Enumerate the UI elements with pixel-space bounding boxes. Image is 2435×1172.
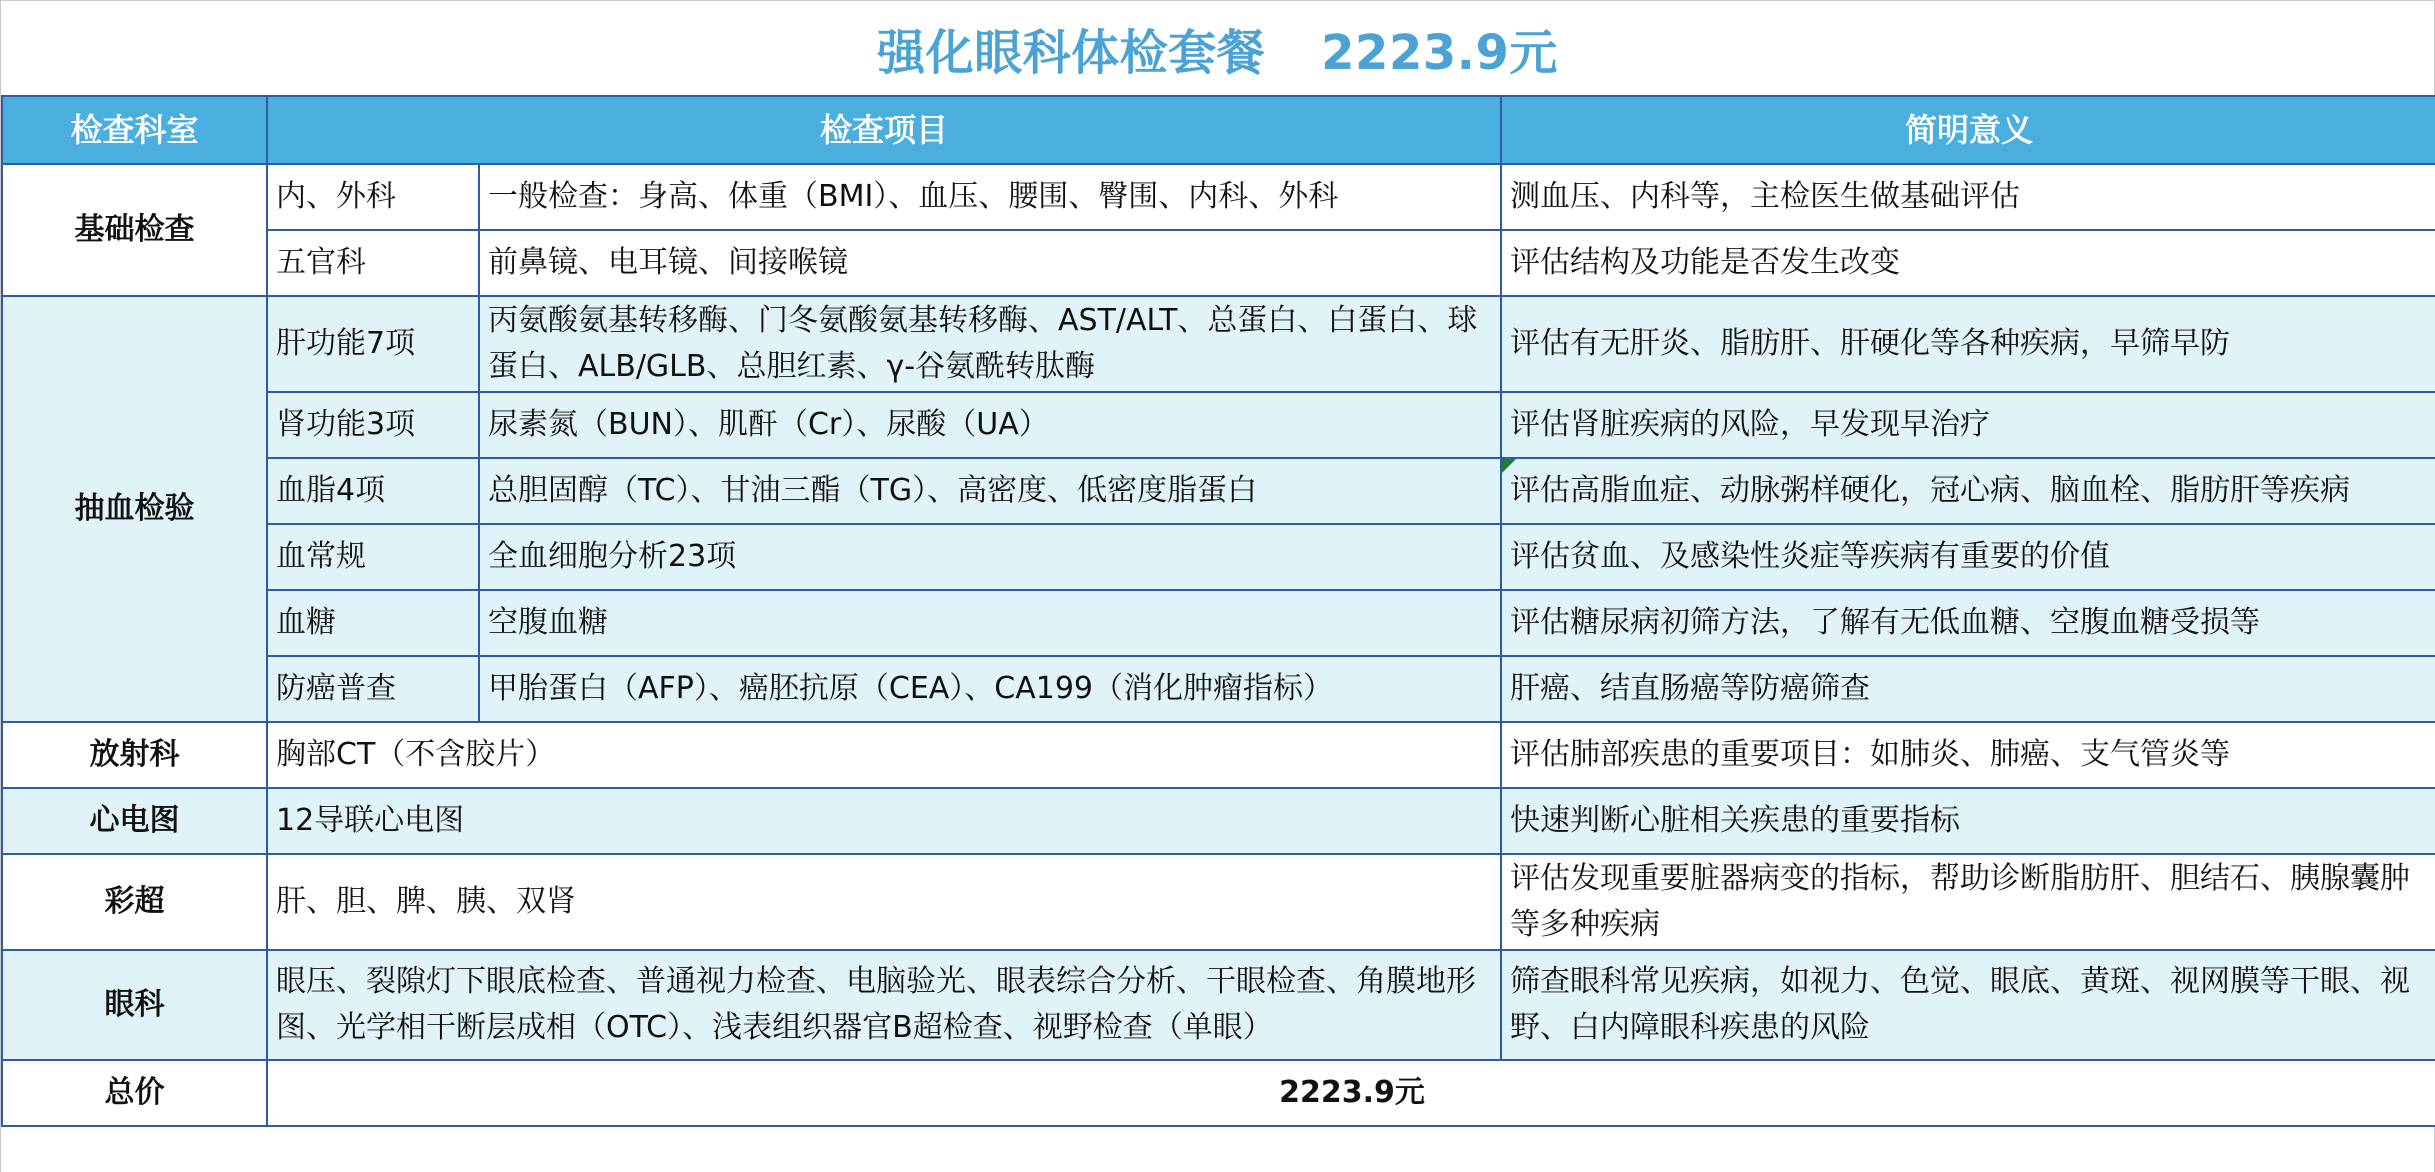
sub-cell: 肾功能3项 [267,392,479,458]
package-price: 2223.9元 [1321,24,1558,81]
header-row [2,96,2435,164]
table-row [2,524,2435,590]
package-name: 强化眼科体检套餐 [877,24,1266,81]
meaning-cell: 肝癌、结直肠癌等防癌筛查 [1501,656,2435,722]
meaning-cell: 评估肾脏疾病的风险，早发现早治疗 [1501,392,2435,458]
table-row [2,164,2435,230]
header-dept: 检查科室 [2,96,267,164]
page-title [1,1,2434,95]
sub-cell: 防癌普查 [267,656,479,722]
sub-cell: 内、外科 [267,164,479,230]
items-cell: 尿素氮（BUN）、肌酐（Cr）、尿酸（UA） [479,392,1501,458]
header-meaning: 简明意义 [1501,96,2435,164]
sub-cell: 血糖 [267,590,479,656]
sub-cell: 血常规 [267,524,479,590]
table-row [2,458,2435,524]
sub-cell: 肝功能7项 [267,296,479,392]
meaning-cell: 筛查眼科常见疾病，如视力、色觉、眼底、黄斑、视网膜等干眼、视野、白内障眼科疾患的风险 [1501,950,2435,1060]
meaning-cell: 评估发现重要脏器病变的指标，帮助诊断脂肪肝、胆结石、胰腺囊肿等多种疾病 [1501,854,2435,950]
items-cell: 胸部CT（不含胶片） [267,722,1501,788]
meaning-text: 评估高脂血症、动脉粥样硬化，冠心病、脑血栓、脂肪肝等疾病 [1510,473,2351,508]
dept-cell-basic: 基础检查 [2,164,267,296]
meaning-cell-commented [1501,458,2435,524]
items-cell: 总胆固醇（TC）、甘油三酯（TG）、高密度、低密度脂蛋白 [479,458,1501,524]
meaning-cell: 评估肺部疾患的重要项目：如肺炎、肺癌、支气管炎等 [1501,722,2435,788]
table-row [2,722,2435,788]
sub-cell: 五官科 [267,230,479,296]
items-cell: 眼压、裂隙灯下眼底检查、普通视力检查、电脑验光、眼表综合分析、干眼检查、角膜地形图、光学相干断层成相（OTC）、浅表组织器官B超检查、视野检查（单眼） [267,950,1501,1060]
meaning-cell: 评估糖尿病初筛方法，了解有无低血糖、空腹血糖受损等 [1501,590,2435,656]
total-value: 2223.9元 [267,1060,2435,1126]
total-label: 总价 [2,1060,267,1126]
dept-cell-blood: 抽血检验 [2,296,267,722]
dept-cell-ecg: 心电图 [2,788,267,854]
meaning-cell: 评估结构及功能是否发生改变 [1501,230,2435,296]
table-row [2,296,2435,392]
dept-cell-ultrasound: 彩超 [2,854,267,950]
meaning-cell: 评估有无肝炎、脂肪肝、肝硬化等各种疾病，早筛早防 [1501,296,2435,392]
table-row [2,950,2435,1060]
items-cell: 甲胎蛋白（AFP）、癌胚抗原（CEA）、CA199（消化肿瘤指标） [479,656,1501,722]
table-row [2,590,2435,656]
items-cell: 一般检查：身高、体重（BMI）、血压、腰围、臀围、内科、外科 [479,164,1501,230]
total-row [2,1060,2435,1126]
meaning-cell: 测血压、内科等，主检医生做基础评估 [1501,164,2435,230]
sub-cell: 血脂4项 [267,458,479,524]
header-items: 检查项目 [267,96,1501,164]
items-cell: 12导联心电图 [267,788,1501,854]
table-row [2,230,2435,296]
items-cell: 前鼻镜、电耳镜、间接喉镜 [479,230,1501,296]
meaning-cell: 快速判断心脏相关疾患的重要指标 [1501,788,2435,854]
items-cell: 全血细胞分析23项 [479,524,1501,590]
items-cell: 肝、胆、脾、胰、双肾 [267,854,1501,950]
dept-cell-radiology: 放射科 [2,722,267,788]
dept-cell-ophthalmology: 眼科 [2,950,267,1060]
table-row [2,854,2435,950]
comment-marker-icon [1502,459,1516,473]
exam-table [1,95,2435,1127]
table-row [2,392,2435,458]
meaning-cell: 评估贫血、及感染性炎症等疾病有重要的价值 [1501,524,2435,590]
table-row [2,788,2435,854]
table-row [2,656,2435,722]
items-cell: 丙氨酸氨基转移酶、门冬氨酸氨基转移酶、AST/ALT、总蛋白、白蛋白、球蛋白、ALB/GLB、总胆红素、γ-谷氨酰转肽酶 [479,296,1501,392]
items-cell: 空腹血糖 [479,590,1501,656]
